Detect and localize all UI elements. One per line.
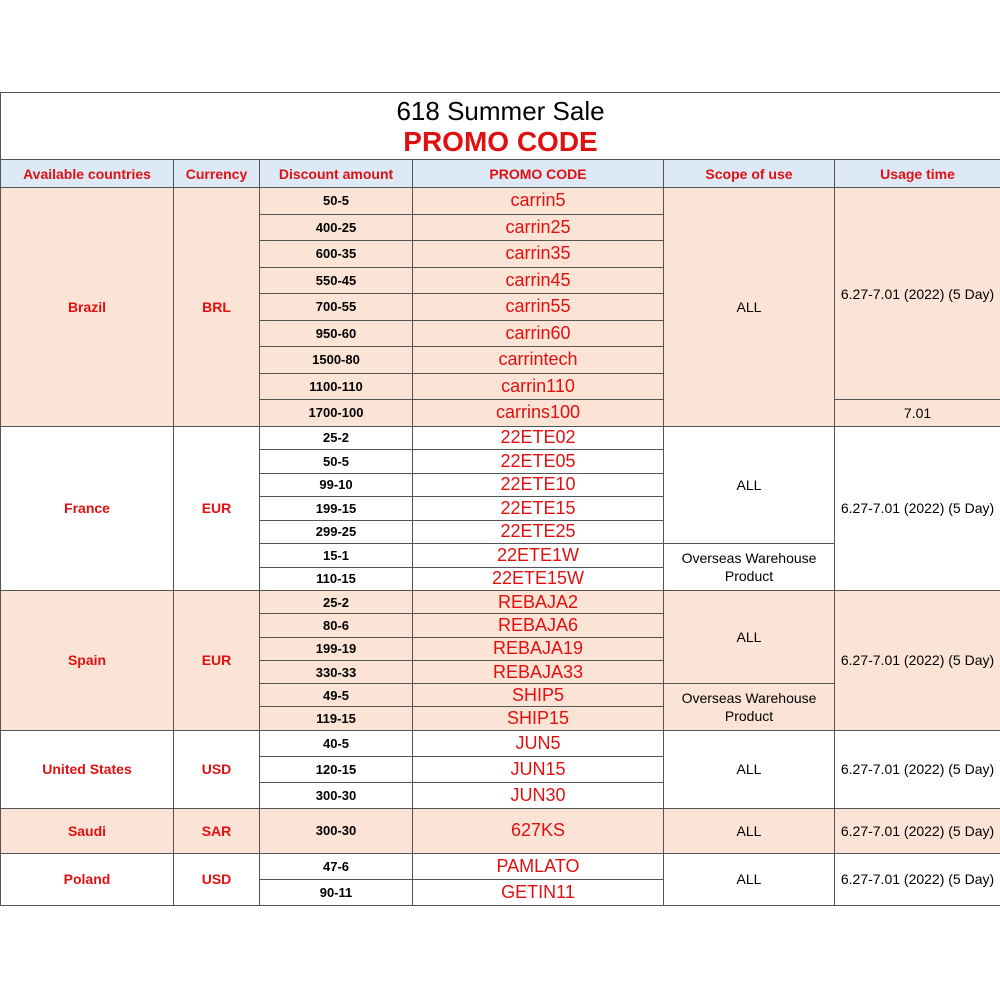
promo-code-cell[interactable]: REBAJA33 bbox=[413, 660, 664, 683]
header-row bbox=[1, 160, 1000, 188]
promo-code-cell[interactable]: 627KS bbox=[413, 808, 664, 853]
discount-cell: 25-2 bbox=[260, 426, 413, 450]
scope-cell: ALL bbox=[664, 188, 835, 427]
usage-time-cell: 6.27-7.01 (2022) (5 Day) bbox=[835, 730, 1000, 808]
header-scope: Scope of use bbox=[664, 160, 835, 188]
country-cell: France bbox=[1, 426, 174, 591]
country-cell: United States bbox=[1, 730, 174, 808]
promo-code-cell[interactable]: 22ETE05 bbox=[413, 450, 664, 474]
promo-code-cell[interactable]: carrintech bbox=[413, 347, 664, 374]
page-subtitle: PROMO CODE bbox=[403, 126, 598, 157]
discount-cell: 300-30 bbox=[260, 808, 413, 853]
discount-cell: 199-15 bbox=[260, 497, 413, 521]
table-row bbox=[1, 853, 1000, 879]
discount-cell: 50-5 bbox=[260, 188, 413, 215]
currency-cell: BRL bbox=[174, 188, 260, 427]
currency-cell: SAR bbox=[174, 808, 260, 853]
header-discount: Discount amount bbox=[260, 160, 413, 188]
currency-cell: USD bbox=[174, 730, 260, 808]
promo-code-cell[interactable]: 22ETE1W bbox=[413, 544, 664, 568]
promo-code-cell[interactable]: carrins100 bbox=[413, 400, 664, 427]
usage-time-cell: 6.27-7.01 (2022) (5 Day) bbox=[835, 853, 1000, 905]
promo-code-cell[interactable]: SHIP5 bbox=[413, 684, 664, 707]
promo-code-cell[interactable]: 22ETE10 bbox=[413, 473, 664, 497]
discount-cell: 80-6 bbox=[260, 614, 413, 637]
scope-cell: Overseas Warehouse Product bbox=[664, 684, 835, 731]
country-cell: Spain bbox=[1, 591, 174, 731]
discount-cell: 700-55 bbox=[260, 294, 413, 321]
promo-code-cell[interactable]: 22ETE25 bbox=[413, 520, 664, 544]
discount-cell: 299-25 bbox=[260, 520, 413, 544]
discount-cell: 110-15 bbox=[260, 567, 413, 591]
country-cell: Poland bbox=[1, 853, 174, 905]
promo-code-cell[interactable]: JUN5 bbox=[413, 730, 664, 756]
header-usage-time: Usage time bbox=[835, 160, 1000, 188]
discount-cell: 330-33 bbox=[260, 660, 413, 683]
discount-cell: 15-1 bbox=[260, 544, 413, 568]
discount-cell: 120-15 bbox=[260, 756, 413, 782]
usage-time-cell: 6.27-7.01 (2022) (5 Day) bbox=[835, 808, 1000, 853]
discount-cell: 99-10 bbox=[260, 473, 413, 497]
discount-cell: 49-5 bbox=[260, 684, 413, 707]
table-row bbox=[1, 426, 1000, 450]
discount-cell: 50-5 bbox=[260, 450, 413, 474]
header-promo-code: PROMO CODE bbox=[413, 160, 664, 188]
discount-cell: 199-19 bbox=[260, 637, 413, 660]
scope-cell: ALL bbox=[664, 808, 835, 853]
discount-cell: 40-5 bbox=[260, 730, 413, 756]
promo-code-cell[interactable]: REBAJA6 bbox=[413, 614, 664, 637]
scope-cell: Overseas Warehouse Product bbox=[664, 544, 835, 591]
promo-code-cell[interactable]: REBAJA19 bbox=[413, 637, 664, 660]
promo-code-cell[interactable]: PAMLATO bbox=[413, 853, 664, 879]
promo-code-cell[interactable]: carrin110 bbox=[413, 373, 664, 400]
promo-code-cell[interactable]: carrin60 bbox=[413, 320, 664, 347]
promo-code-cell[interactable]: JUN15 bbox=[413, 756, 664, 782]
promo-code-cell[interactable]: carrin45 bbox=[413, 267, 664, 294]
table-row bbox=[1, 591, 1000, 614]
promo-code-cell[interactable]: 22ETE15 bbox=[413, 497, 664, 521]
discount-cell: 300-30 bbox=[260, 782, 413, 808]
currency-cell: USD bbox=[174, 853, 260, 905]
promo-table bbox=[0, 92, 1000, 906]
currency-cell: EUR bbox=[174, 591, 260, 731]
discount-cell: 950-60 bbox=[260, 320, 413, 347]
table-row bbox=[1, 188, 1000, 215]
discount-cell: 25-2 bbox=[260, 591, 413, 614]
promo-sheet bbox=[0, 92, 1000, 906]
header-countries: Available countries bbox=[1, 160, 174, 188]
currency-cell: EUR bbox=[174, 426, 260, 591]
page-title: 618 Summer Sale bbox=[396, 96, 605, 126]
scope-cell: ALL bbox=[664, 730, 835, 808]
discount-cell: 550-45 bbox=[260, 267, 413, 294]
title-cell bbox=[1, 93, 1000, 160]
discount-cell: 90-11 bbox=[260, 879, 413, 905]
usage-time-cell: 6.27-7.01 (2022) (5 Day) bbox=[835, 591, 1000, 731]
promo-code-cell[interactable]: carrin25 bbox=[413, 214, 664, 241]
discount-cell: 47-6 bbox=[260, 853, 413, 879]
discount-cell: 1100-110 bbox=[260, 373, 413, 400]
scope-cell: ALL bbox=[664, 426, 835, 544]
discount-cell: 1500-80 bbox=[260, 347, 413, 374]
usage-time-cell: 7.01 bbox=[835, 400, 1000, 427]
promo-code-cell[interactable]: carrin35 bbox=[413, 241, 664, 268]
usage-time-cell: 6.27-7.01 (2022) (5 Day) bbox=[835, 426, 1000, 591]
discount-cell: 600-35 bbox=[260, 241, 413, 268]
usage-time-cell: 6.27-7.01 (2022) (5 Day) bbox=[835, 188, 1000, 400]
scope-cell: ALL bbox=[664, 853, 835, 905]
promo-code-cell[interactable]: JUN30 bbox=[413, 782, 664, 808]
promo-code-cell[interactable]: 22ETE15W bbox=[413, 567, 664, 591]
promo-code-cell[interactable]: carrin55 bbox=[413, 294, 664, 321]
header-currency: Currency bbox=[174, 160, 260, 188]
discount-cell: 400-25 bbox=[260, 214, 413, 241]
promo-code-cell[interactable]: GETIN11 bbox=[413, 879, 664, 905]
country-cell: Saudi bbox=[1, 808, 174, 853]
table-row bbox=[1, 808, 1000, 853]
promo-code-cell[interactable]: 22ETE02 bbox=[413, 426, 664, 450]
discount-cell: 119-15 bbox=[260, 707, 413, 730]
table-body bbox=[1, 188, 1000, 906]
country-cell: Brazil bbox=[1, 188, 174, 427]
table-row bbox=[1, 730, 1000, 756]
promo-code-cell[interactable]: carrin5 bbox=[413, 188, 664, 215]
promo-code-cell[interactable]: REBAJA2 bbox=[413, 591, 664, 614]
promo-code-cell[interactable]: SHIP15 bbox=[413, 707, 664, 730]
scope-cell: ALL bbox=[664, 591, 835, 684]
discount-cell: 1700-100 bbox=[260, 400, 413, 427]
